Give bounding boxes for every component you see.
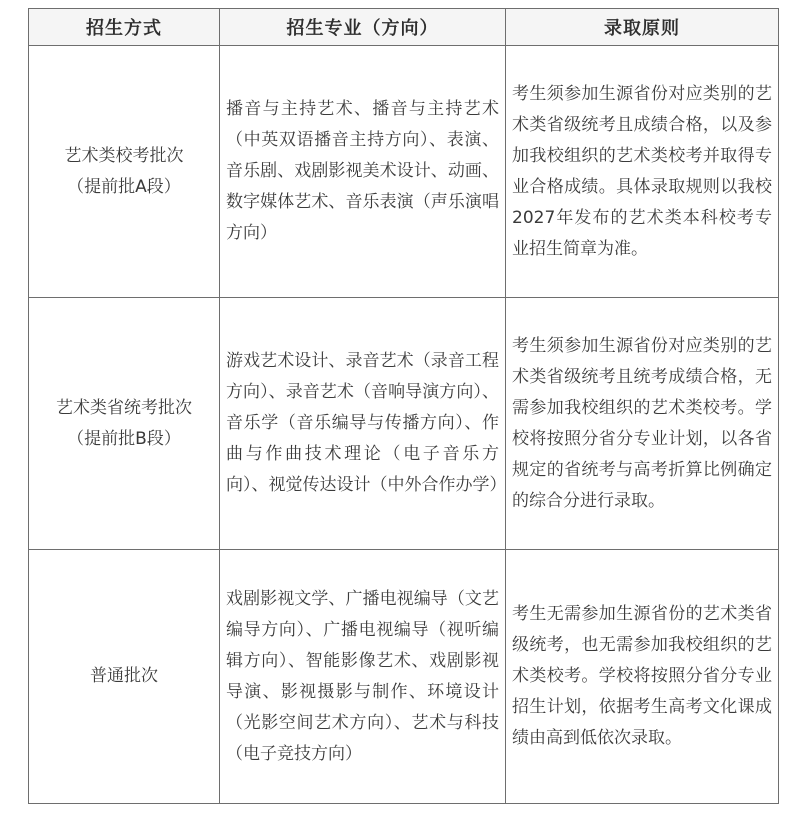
majors-cell (220, 298, 506, 550)
rule-text: 考生无需参加生源省份的艺术类省级统考，也无需参加我校组织的艺术类校考。学校将按照分省分专业招生计划，依据考生高考文化课成绩由高到低依次录取。 (512, 604, 772, 748)
table-row (29, 298, 779, 550)
header-admission-method: 招生方式 (29, 9, 220, 46)
rule-text: 考生须参加生源省份对应类别的艺术类省级统考且成绩合格，以及参加我校组织的艺术类校考并取得专业合格成绩。具体录取规则以我校2027年发布的艺术类本科校考专业招生简章为准。 (512, 83, 772, 259)
table-header-row (29, 9, 779, 46)
rule-text: 考生须参加生源省份对应类别的艺术类省级统考且统考成绩合格，无需参加我校组织的艺术类校考。学校将按照分省分专业计划，以各省规定的省统考与高考折算比例确定的综合分进行录取。 (512, 335, 772, 511)
table-row (29, 550, 779, 804)
batch-name: 艺术类省统考批次 (56, 397, 192, 418)
batch-name: 普通批次 (90, 666, 158, 686)
majors-text: 游戏艺术设计、录音艺术（录音工程方向）、录音艺术（音响导演方向）、音乐学（音乐编导与传播方向）、作曲与作曲技术理论（电子音乐方向）、视觉传达设计（中外合作办学） (226, 351, 507, 495)
rule-cell (506, 46, 779, 298)
batch-segment: （提前批B段） (67, 428, 181, 449)
majors-cell (220, 550, 506, 804)
rule-cell (506, 550, 779, 804)
rule-cell (506, 298, 779, 550)
batch-segment: （提前批A段） (67, 176, 181, 197)
majors-text: 戏剧影视文学、广播电视编导（文艺编导方向）、广播电视编导（视听编辑方向）、智能影像艺术、戏剧影视导演、影视摄影与制作、环境设计（光影空间艺术方向）、艺术与科技（电子竞技方向） (226, 588, 499, 764)
batch-cell (29, 46, 220, 298)
header-admission-rule: 录取原则 (506, 9, 779, 46)
table-row (29, 46, 779, 298)
batch-cell (29, 550, 220, 804)
batch-cell (29, 298, 220, 550)
batch-name: 艺术类校考批次 (64, 145, 184, 166)
majors-cell (220, 46, 506, 298)
majors-text: 播音与主持艺术、播音与主持艺术（中英双语播音主持方向）、表演、音乐剧、戏剧影视美术设计、动画、数字媒体艺术、音乐表演（声乐演唱方向） (226, 99, 499, 243)
header-majors: 招生专业（方向） (220, 9, 506, 46)
admission-table (28, 8, 779, 804)
